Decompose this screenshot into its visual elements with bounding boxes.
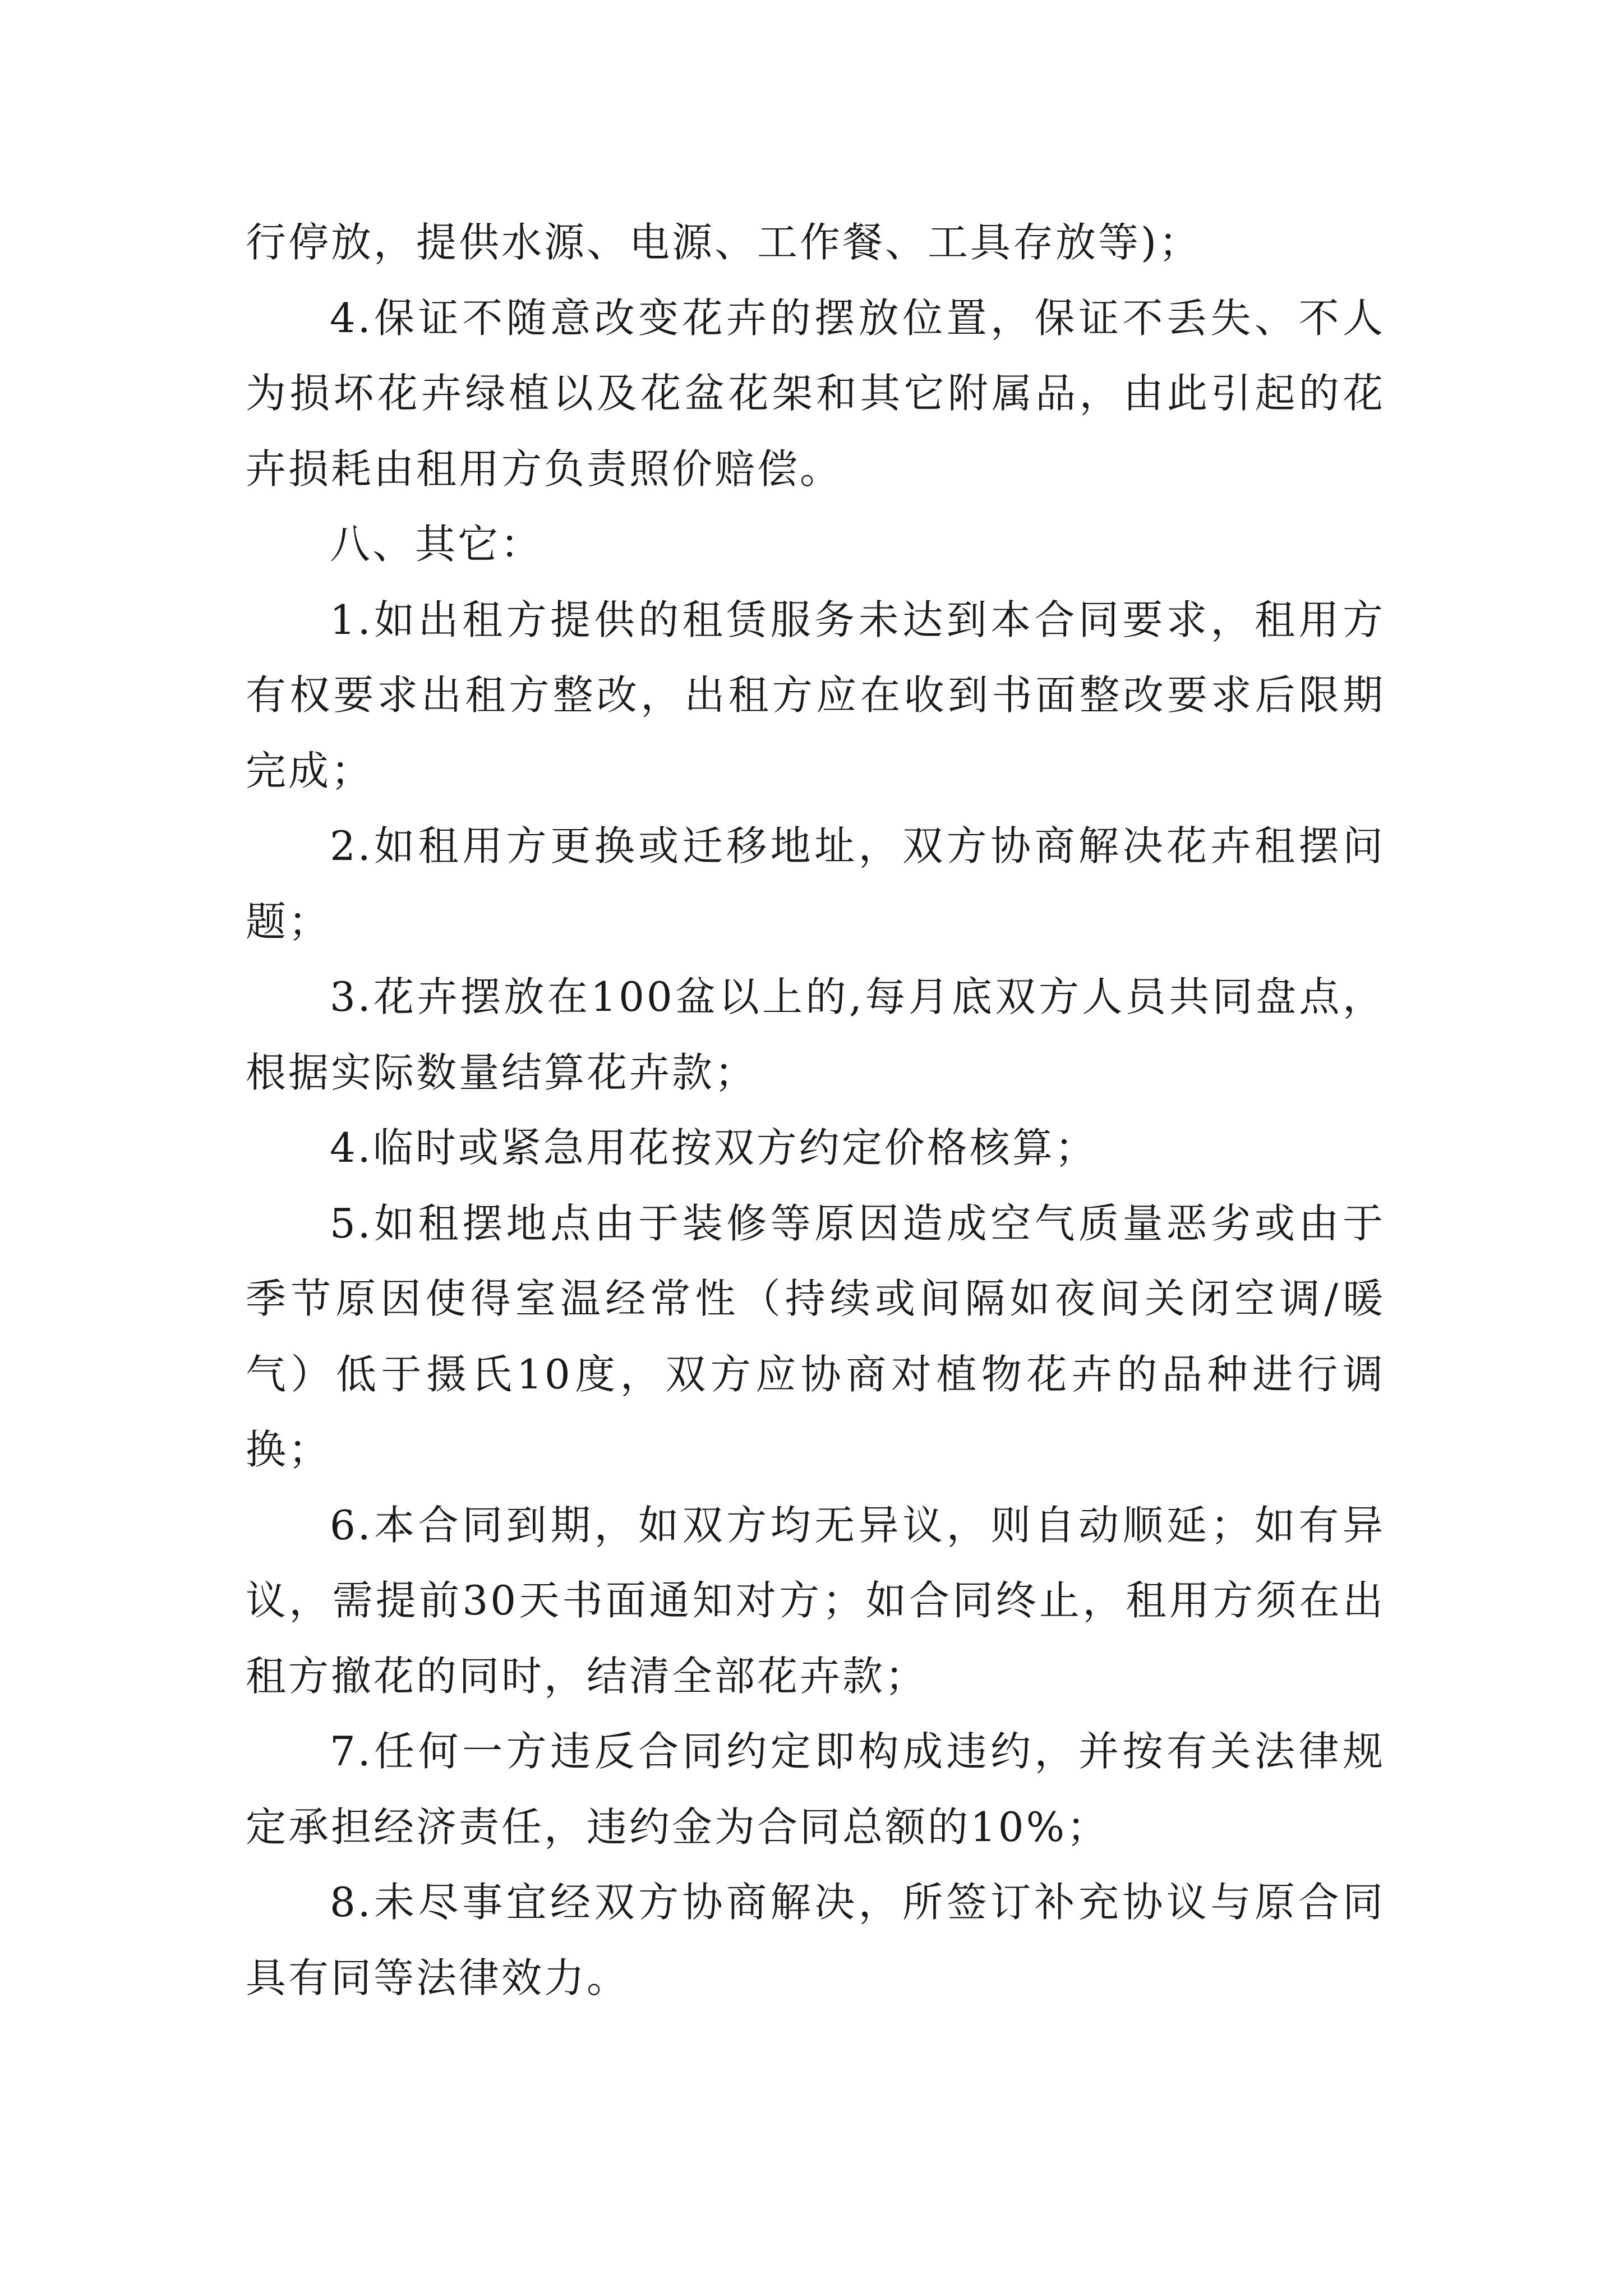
paragraph-clause-8-5: 5.如租摆地点由于装修等原因造成空气质量恶劣或由于季节原因使得室温经常性（持续或间隔如夜间关闭空调/暖气）低于摄氏10度，双方应协商对植物花卉的品种进行调换； [246,1199,1385,1473]
paragraph-clause-8-4: 4.临时或紧急用花按双方约定价格核算； [330,1124,1098,1171]
paragraph-clause-8-1: 1.如出租方提供的租赁服务未达到本合同要求，租用方有权要求出租方整改，出租方应在收到书面整改要求后限期完成； [246,596,1385,794]
paragraph-clause-8-6: 6.本合同到期，如双方均无异议，则自动顺延；如有异议，需提前30天书面通知对方；如合同终止，租用方须在出租方撤花的同时，结清全部花卉款； [246,1501,1385,1700]
paragraph-clause-8-3: 3.花卉摆放在100盆以上的,每月底双方人员共同盘点，根据实际数量结算花卉款； [246,973,1385,1096]
paragraph-continuation: 行停放，提供水源、电源、工作餐、工具存放等)； [246,219,1202,266]
paragraph-clause-8-2: 2.如租用方更换或迁移地址，双方协商解决花卉租摆问题； [246,822,1385,945]
section-heading-others: 八、其它： [330,521,543,568]
paragraph-clause-7-4: 4.保证不随意改变花卉的摆放位置，保证不丢失、不人为损坏花卉绿植以及花盆花架和其它附属品，由此引起的花卉损耗由租用方负责照价赔偿。 [246,294,1385,493]
paragraph-clause-8-7: 7.任何一方违反合同约定即构成违约，并按有关法律规定承担经济责任，违约金为合同总额的10%； [246,1728,1385,1851]
contract-body [246,205,1385,2016]
paragraph-clause-8-8: 8.未尽事宜经双方协商解决，所签订补充协议与原合同具有同等法律效力。 [246,1879,1385,2001]
